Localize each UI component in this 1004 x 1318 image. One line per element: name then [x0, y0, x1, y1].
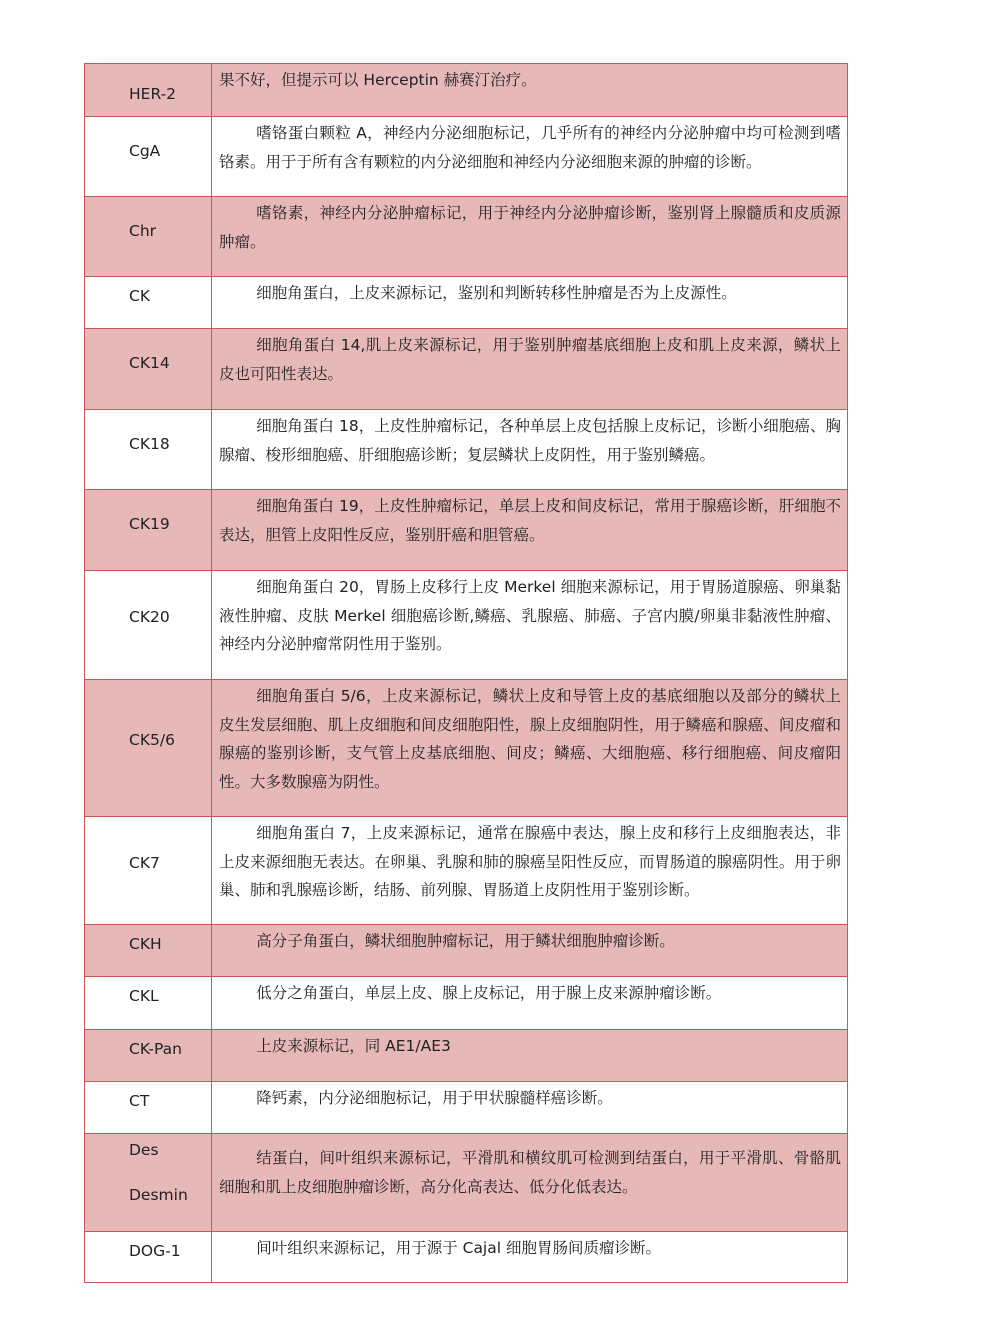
marker-name-text: CK-Pan	[129, 1040, 182, 1058]
marker-name-text: Chr	[129, 222, 157, 240]
marker-name	[85, 1232, 212, 1283]
marker-name-text: CK14	[129, 354, 170, 372]
marker-description: 嗜铬蛋白颗粒 A，神经内分泌细胞标记，几乎所有的神经内分泌肿瘤中均可检测到嗜铬素。用于于所有含有颗粒的内分泌细胞和神经内分泌细胞来源的肿瘤的诊断。	[212, 117, 848, 197]
table-row	[85, 64, 848, 117]
marker-name-text: Desmin	[129, 1185, 188, 1204]
table-row	[85, 571, 848, 680]
marker-name-text: CK20	[129, 608, 170, 626]
marker-description: 低分之角蛋白，单层上皮、腺上皮标记，用于腺上皮来源肿瘤诊断。	[212, 977, 848, 1030]
marker-description: 降钙素，内分泌细胞标记，用于甲状腺髓样癌诊断。	[212, 1082, 848, 1134]
table-row	[85, 329, 848, 410]
table-row	[85, 1082, 848, 1134]
table-row	[85, 1134, 848, 1232]
table-row	[85, 117, 848, 197]
marker-name	[85, 410, 212, 490]
marker-name	[85, 64, 212, 117]
marker-name-text: CT	[129, 1092, 150, 1110]
marker-name-text: CK19	[129, 515, 170, 533]
marker-name	[85, 1134, 212, 1232]
marker-name-text: DOG-1	[129, 1242, 181, 1260]
marker-description: 间叶组织来源标记，用于源于 Cajal 细胞胃肠间质瘤诊断。	[212, 1232, 848, 1283]
marker-table	[84, 63, 848, 1283]
marker-name	[85, 571, 212, 680]
marker-description: 细胞角蛋白 14,肌上皮来源标记，用于鉴别肿瘤基底细胞上皮和肌上皮来源，鳞状上皮也可阳性表达。	[212, 329, 848, 410]
marker-description: 上皮来源标记，同 AE1/AE3	[212, 1030, 848, 1082]
marker-name	[85, 490, 212, 571]
marker-name-text: CgA	[129, 142, 161, 160]
table-row	[85, 410, 848, 490]
table-row	[85, 1232, 848, 1283]
marker-name	[85, 1082, 212, 1134]
marker-name	[85, 197, 212, 277]
table-row	[85, 977, 848, 1030]
marker-name	[85, 925, 212, 977]
marker-description: 细胞角蛋白 5/6，上皮来源标记，鳞状上皮和导管上皮的基底细胞以及部分的鳞状上皮生发层细胞、肌上皮细胞和间皮细胞阳性，腺上皮细胞阴性，用于鳞癌和腺癌、间皮瘤和腺癌的鉴别诊断，支气管上皮基底细胞、间皮；鳞癌、大细胞癌、移行细胞癌、间皮瘤阳性。大多数腺癌为阴性。	[212, 680, 848, 817]
table-row	[85, 1030, 848, 1082]
table-row	[85, 817, 848, 925]
marker-name-text: CKH	[129, 935, 162, 953]
marker-description: 高分子角蛋白，鳞状细胞肿瘤标记，用于鳞状细胞肿瘤诊断。	[212, 925, 848, 977]
marker-name-text: CK18	[129, 435, 170, 453]
marker-name	[85, 277, 212, 329]
marker-name-text: CK7	[129, 854, 160, 872]
marker-name	[85, 329, 212, 410]
marker-name-text: HER-2	[129, 85, 177, 103]
marker-name-text: Des	[129, 1141, 159, 1159]
table-row	[85, 680, 848, 817]
marker-name	[85, 117, 212, 197]
marker-name-text: CK5/6	[129, 731, 175, 749]
marker-description: 细胞角蛋白 18，上皮性肿瘤标记，各种单层上皮包括腺上皮标记，诊断小细胞癌、胸腺瘤、梭形细胞癌、肝细胞癌诊断；复层鳞状上皮阴性，用于鉴别鳞癌。	[212, 410, 848, 490]
marker-name-text: CKL	[129, 987, 159, 1005]
marker-description: 果不好，但提示可以 Herceptin 赫赛汀治疗。	[212, 64, 848, 117]
table-row	[85, 277, 848, 329]
marker-name	[85, 977, 212, 1030]
marker-description: 结蛋白，间叶组织来源标记，平滑肌和横纹肌可检测到结蛋白，用于平滑肌、骨骼肌细胞和肌上皮细胞肿瘤诊断，高分化高表达、低分化低表达。	[212, 1134, 848, 1232]
marker-description: 细胞角蛋白 7，上皮来源标记，通常在腺癌中表达，腺上皮和移行上皮细胞表达，非上皮来源细胞无表达。在卵巢、乳腺和肺的腺癌呈阳性反应，而胃肠道的腺癌阴性。用于卵巢、肺和乳腺癌诊断，结肠、前列腺、胃肠道上皮阴性用于鉴别诊断。	[212, 817, 848, 925]
marker-description: 嗜铬素，神经内分泌肿瘤标记，用于神经内分泌肿瘤诊断，鉴别肾上腺髓质和皮质源肿瘤。	[212, 197, 848, 277]
table-row	[85, 925, 848, 977]
marker-name	[85, 817, 212, 925]
marker-description: 细胞角蛋白 19，上皮性肿瘤标记，单层上皮和间皮标记，常用于腺癌诊断，肝细胞不表达，胆管上皮阳性反应，鉴别肝癌和胆管癌。	[212, 490, 848, 571]
marker-name	[85, 1030, 212, 1082]
marker-description: 细胞角蛋白 20，胃肠上皮移行上皮 Merkel 细胞来源标记，用于胃肠道腺癌、卵巢黏液性肿瘤、皮肤 Merkel 细胞癌诊断,鳞癌、乳腺癌、肺癌、子宫内膜/卵巢非黏液性肿瘤、神经内分泌肿瘤常阴性用于鉴别。	[212, 571, 848, 680]
table-row	[85, 197, 848, 277]
marker-name-text: CK	[129, 287, 150, 305]
table-row	[85, 490, 848, 571]
marker-description: 细胞角蛋白，上皮来源标记，鉴别和判断转移性肿瘤是否为上皮源性。	[212, 277, 848, 329]
marker-name	[85, 680, 212, 817]
